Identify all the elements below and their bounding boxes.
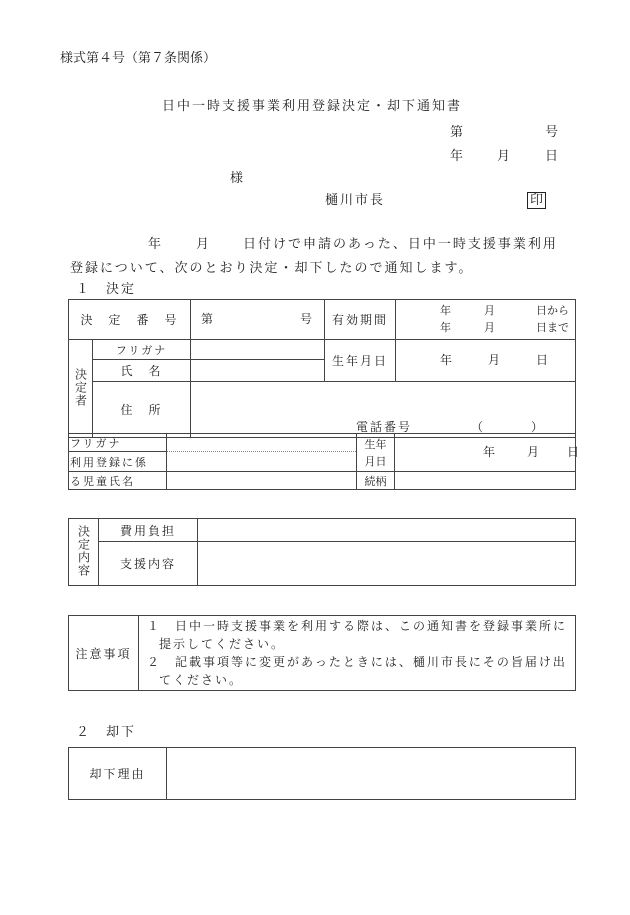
notes-label: 注意事項 <box>69 616 139 691</box>
phone-paren-close: ） <box>531 420 544 434</box>
person-group-label: 決定者 <box>69 340 93 438</box>
body-month: 月 <box>196 237 210 252</box>
body-line1: 日付けで申請のあった、日中一時支援事業利用 <box>243 237 558 252</box>
child-name-label-1: 利用登録に係 <box>70 455 148 469</box>
birthdate-label: 生年月日 <box>325 340 396 382</box>
child-name-input-extra[interactable] <box>167 472 357 490</box>
name-label: 氏 名 <box>93 360 191 382</box>
birthdate-cell[interactable] <box>396 340 576 382</box>
validity-period-cell[interactable] <box>396 300 576 340</box>
document-title: 日中一時支援事業利用登録決定・却下通知書 <box>162 99 463 114</box>
issuer: 樋川市長 <box>325 193 386 208</box>
phone-label: 電話番号 <box>356 420 413 434</box>
child-name-input[interactable] <box>167 434 357 472</box>
form-number: 様式第４号（第７条関係） <box>60 51 217 66</box>
validity-to-year: 年 <box>440 321 452 334</box>
rejection-reason-input[interactable] <box>167 748 576 800</box>
child-name-label-cell <box>69 452 167 472</box>
decision-number-label: 決 定 番 号 <box>69 300 191 340</box>
address-label: 住 所 <box>93 382 191 438</box>
validity-from-day: 日から <box>536 304 570 317</box>
note1-line2: 提示してください。 <box>159 637 286 651</box>
validity-label: 有効期間 <box>325 300 396 340</box>
seal-mark: 印 <box>527 192 546 209</box>
child-birth-month: 月 <box>527 445 540 459</box>
child-birth-label-cell <box>357 434 395 472</box>
validity-from-month: 月 <box>484 304 496 317</box>
date-year: 年 <box>450 149 464 164</box>
decision-table <box>68 299 576 438</box>
number-suffix: 号 <box>545 125 559 140</box>
notes-table <box>68 615 576 691</box>
note2-line2: てください。 <box>159 673 244 687</box>
validity-to-day: 日まで <box>536 321 570 334</box>
content-table <box>68 518 576 586</box>
decision-number-suffix: 号 <box>300 312 313 326</box>
furigana-input[interactable] <box>191 340 325 360</box>
note2-line1: ２ 記載事項等に変更があったときには、樋川市長にその旨届け出 <box>147 655 567 669</box>
notes-content <box>139 616 576 691</box>
cost-label: 費用負担 <box>99 519 198 542</box>
date-month: 月 <box>497 149 511 164</box>
section2-heading: ２ 却下 <box>76 725 137 740</box>
content-group-label: 決定内容 <box>69 519 99 586</box>
addressee-suffix: 様 <box>230 171 244 186</box>
rejection-reason-label: 却下理由 <box>69 748 167 800</box>
name-input[interactable] <box>191 360 325 382</box>
address-cell[interactable] <box>191 382 576 438</box>
relationship-input[interactable] <box>395 472 576 490</box>
support-input[interactable] <box>198 542 576 586</box>
child-birth-label-2: 月日 <box>364 454 387 468</box>
child-birthdate-cell[interactable] <box>395 434 580 472</box>
cost-input[interactable] <box>198 519 576 542</box>
rejection-table <box>68 747 576 800</box>
birth-month: 月 <box>488 353 501 367</box>
child-name-label-2: る児童氏名 <box>69 472 167 490</box>
child-furigana-label: フリガナ <box>69 434 167 452</box>
child-table <box>68 433 580 490</box>
date-day: 日 <box>545 149 559 164</box>
body-line2: 登録について、次のとおり決定・却下したので通知します。 <box>70 261 474 276</box>
child-birth-day: 日 <box>567 445 580 459</box>
note1-line1: １ 日中一時支援事業を利用する際は、この通知書を登録事業所に <box>147 619 568 633</box>
furigana-label: フリガナ <box>93 340 191 360</box>
body-year: 年 <box>148 237 162 252</box>
child-birth-label-1: 生年 <box>364 437 387 451</box>
phone-paren-open: （ <box>471 420 484 434</box>
birth-year: 年 <box>440 353 453 367</box>
number-prefix: 第 <box>450 125 464 140</box>
section1-heading: １ 決定 <box>76 282 137 297</box>
validity-to-month: 月 <box>484 321 496 334</box>
support-label: 支援内容 <box>99 542 198 586</box>
birth-day: 日 <box>536 353 549 367</box>
validity-from-year: 年 <box>440 304 452 317</box>
decision-number-cell[interactable] <box>191 300 325 340</box>
decision-number-prefix: 第 <box>201 312 214 326</box>
child-birth-year: 年 <box>483 445 496 459</box>
relationship-label: 続柄 <box>357 472 395 490</box>
